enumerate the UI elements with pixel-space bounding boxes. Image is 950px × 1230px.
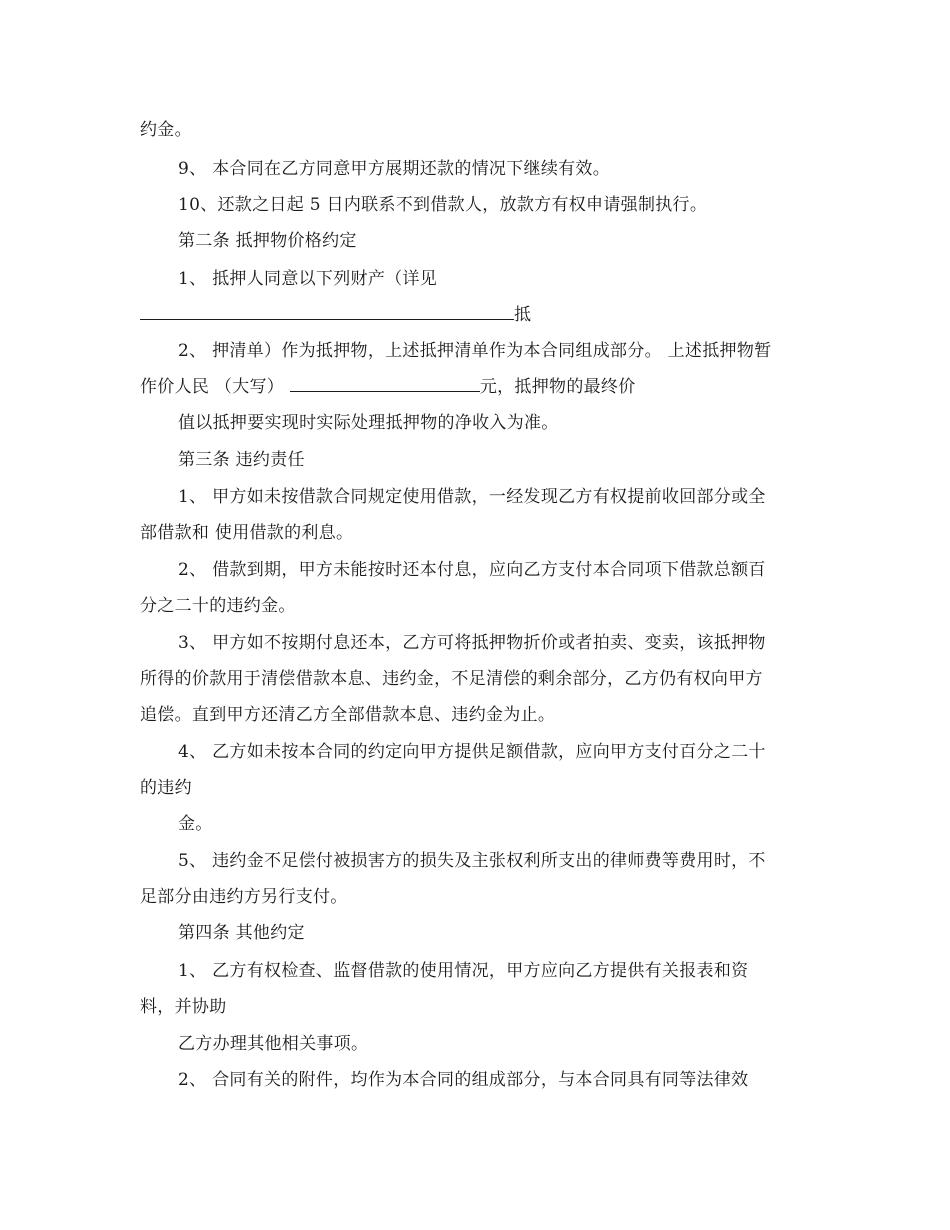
text-fragment: 抵 [514,305,532,325]
text-line: 3、 甲方如不按期付息还本，乙方可将抵押物折价或者拍卖、变卖，该抵押物 [178,633,766,653]
text-line: 乙方办理其他相关事项。 [178,1034,369,1054]
text-line: 金。 [178,814,213,834]
clause-9: 9、 本合同在乙方同意甲方展期还款的情况下继续有效。 [178,159,611,179]
text-fragment: 元，抵押物的最终价 [479,377,636,397]
text-line: 足部分由违约方另行支付。 [140,887,348,907]
text-line: 1、 乙方有权检查、监督借款的使用情况，甲方应向乙方提供有关报表和资 [178,961,749,981]
text-line: 值以抵押要实现时实际处理抵押物的净收入为准。 [178,413,559,433]
text-line: 的违约 [140,778,192,798]
text-line: 2、 押清单）作为抵押物，上述抵押清单作为本合同组成部分。 上述抵押物暂 [178,341,772,361]
text-line [140,376,636,398]
text-line: 部借款和 使用借款的利息。 [140,523,354,543]
text-line [140,304,531,326]
text-line: 分之二十的违约金。 [140,596,296,616]
text-line: 4、 乙方如未按本合同的约定向甲方提供足额借款，应向甲方支付百分之二十 [178,742,766,762]
text-line: 所得的价款用于清偿借款本息、违约金，不足清偿的剩余部分，乙方仍有权向甲方 [140,669,763,689]
text-line: 料，并协助 [140,997,227,1017]
text-fragment: 作价人民 （大写） [140,377,285,397]
clause-10: 10、还款之日起 5 日内联系不到借款人，放款方有权申请强制执行。 [178,195,708,215]
text-line: 约金。 [140,120,192,140]
text-line: 5、 违约金不足偿付被损害方的损失及主张权利所支出的律师费等费用时，不 [178,851,766,871]
section-heading-3: 第三条 违约责任 [178,450,305,470]
text-line: 2、 借款到期，甲方未能按时还本付息，应向乙方支付本合同项下借款总额百 [178,560,766,580]
fill-in-blank [140,305,514,320]
text-line: 2、 合同有关的附件，均作为本合同的组成部分，与本合同具有同等法律效 [178,1070,749,1090]
text-line: 1、 甲方如未按借款合同规定使用借款，一经发现乙方有权提前收回部分或全 [178,487,766,507]
section-heading-2: 第二条 抵押物价格约定 [178,231,357,251]
fill-in-blank [290,377,480,392]
section-heading-4: 第四条 其他约定 [178,923,305,943]
text-line: 1、 抵押人同意以下列财产（详见 [178,269,438,289]
text-line: 追偿。直到甲方还清乙方全部借款本息、违约金为止。 [140,705,556,725]
